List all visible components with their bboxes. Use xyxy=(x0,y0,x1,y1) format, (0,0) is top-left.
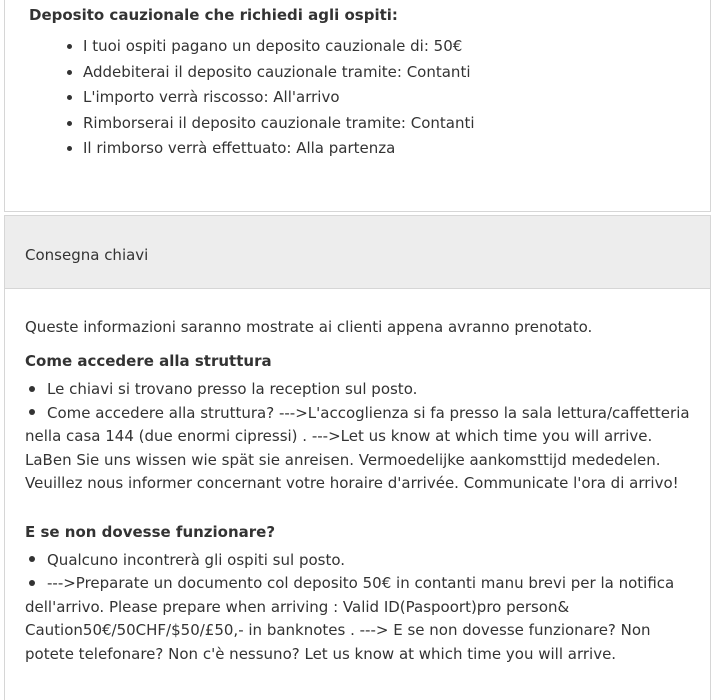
list-item: • Il rimborso verrà effettuato: Alla partenza xyxy=(83,136,475,162)
access-item xyxy=(25,402,695,496)
keys-card xyxy=(4,215,711,700)
fail-item-text: --->Preparate un documento col deposito 50€ in contanti manu brevi per la notifica dell'arrivo. Please prepare when arriving : Valid ID(Paspoort)pro person& Caution50€/50CHF/$50/£50,- in banknotes . ---> E se non dovesse funzionare? Non potete telefonare? Non c'è nessuno? Let us know at which time you will arrive. xyxy=(25,574,675,663)
access-title: Come accedere alla struttura xyxy=(25,352,272,370)
deposit-title: Deposito cauzionale che richiedi agli ospiti: xyxy=(29,6,398,24)
keys-header-title: Consegna chiavi xyxy=(25,246,149,264)
fail-item xyxy=(25,549,695,573)
keys-intro: Queste informazioni saranno mostrate ai clienti appena avranno prenotato. xyxy=(25,318,593,336)
access-item xyxy=(25,378,695,402)
access-item-text: Come accedere alla struttura? --->L'accoglienza si fa presso la sala lettura/caffetteria nella casa 144 (due enormi cipressi) . --->Let us know at which time you will arrive. LaBen Sie uns wissen wie spät sie anreisen. Vermoedelijke aankomsttijd mededelen. Veuillez nous informer concernant votre horaire d'arrivée. Communicate l'ora di arrivo! xyxy=(25,403,690,492)
access-item-text: Le chiavi si trovano presso la reception sul posto. xyxy=(47,380,418,398)
fail-title: E se non dovesse funzionare? xyxy=(25,522,276,541)
list-item: • Rimborserai il deposito cauzionale tramite: Contanti xyxy=(83,111,475,137)
keys-body xyxy=(25,316,695,666)
bullet-icon xyxy=(29,556,35,562)
list-item: • Addebiterai il deposito cauzionale tramite: Contanti xyxy=(83,60,475,86)
keys-header xyxy=(5,216,710,289)
fail-item xyxy=(25,572,695,666)
deposit-card xyxy=(4,0,711,212)
deposit-list xyxy=(49,34,475,162)
bullet-icon xyxy=(29,386,35,392)
bullet-icon xyxy=(29,409,35,415)
bullet-icon xyxy=(29,580,35,586)
fail-item-text: Qualcuno incontrerà gli ospiti sul posto. xyxy=(47,550,346,569)
list-item: • L'importo verrà riscosso: All'arrivo xyxy=(83,85,475,111)
list-item: • I tuoi ospiti pagano un deposito cauzionale di: 50€ xyxy=(83,34,475,60)
